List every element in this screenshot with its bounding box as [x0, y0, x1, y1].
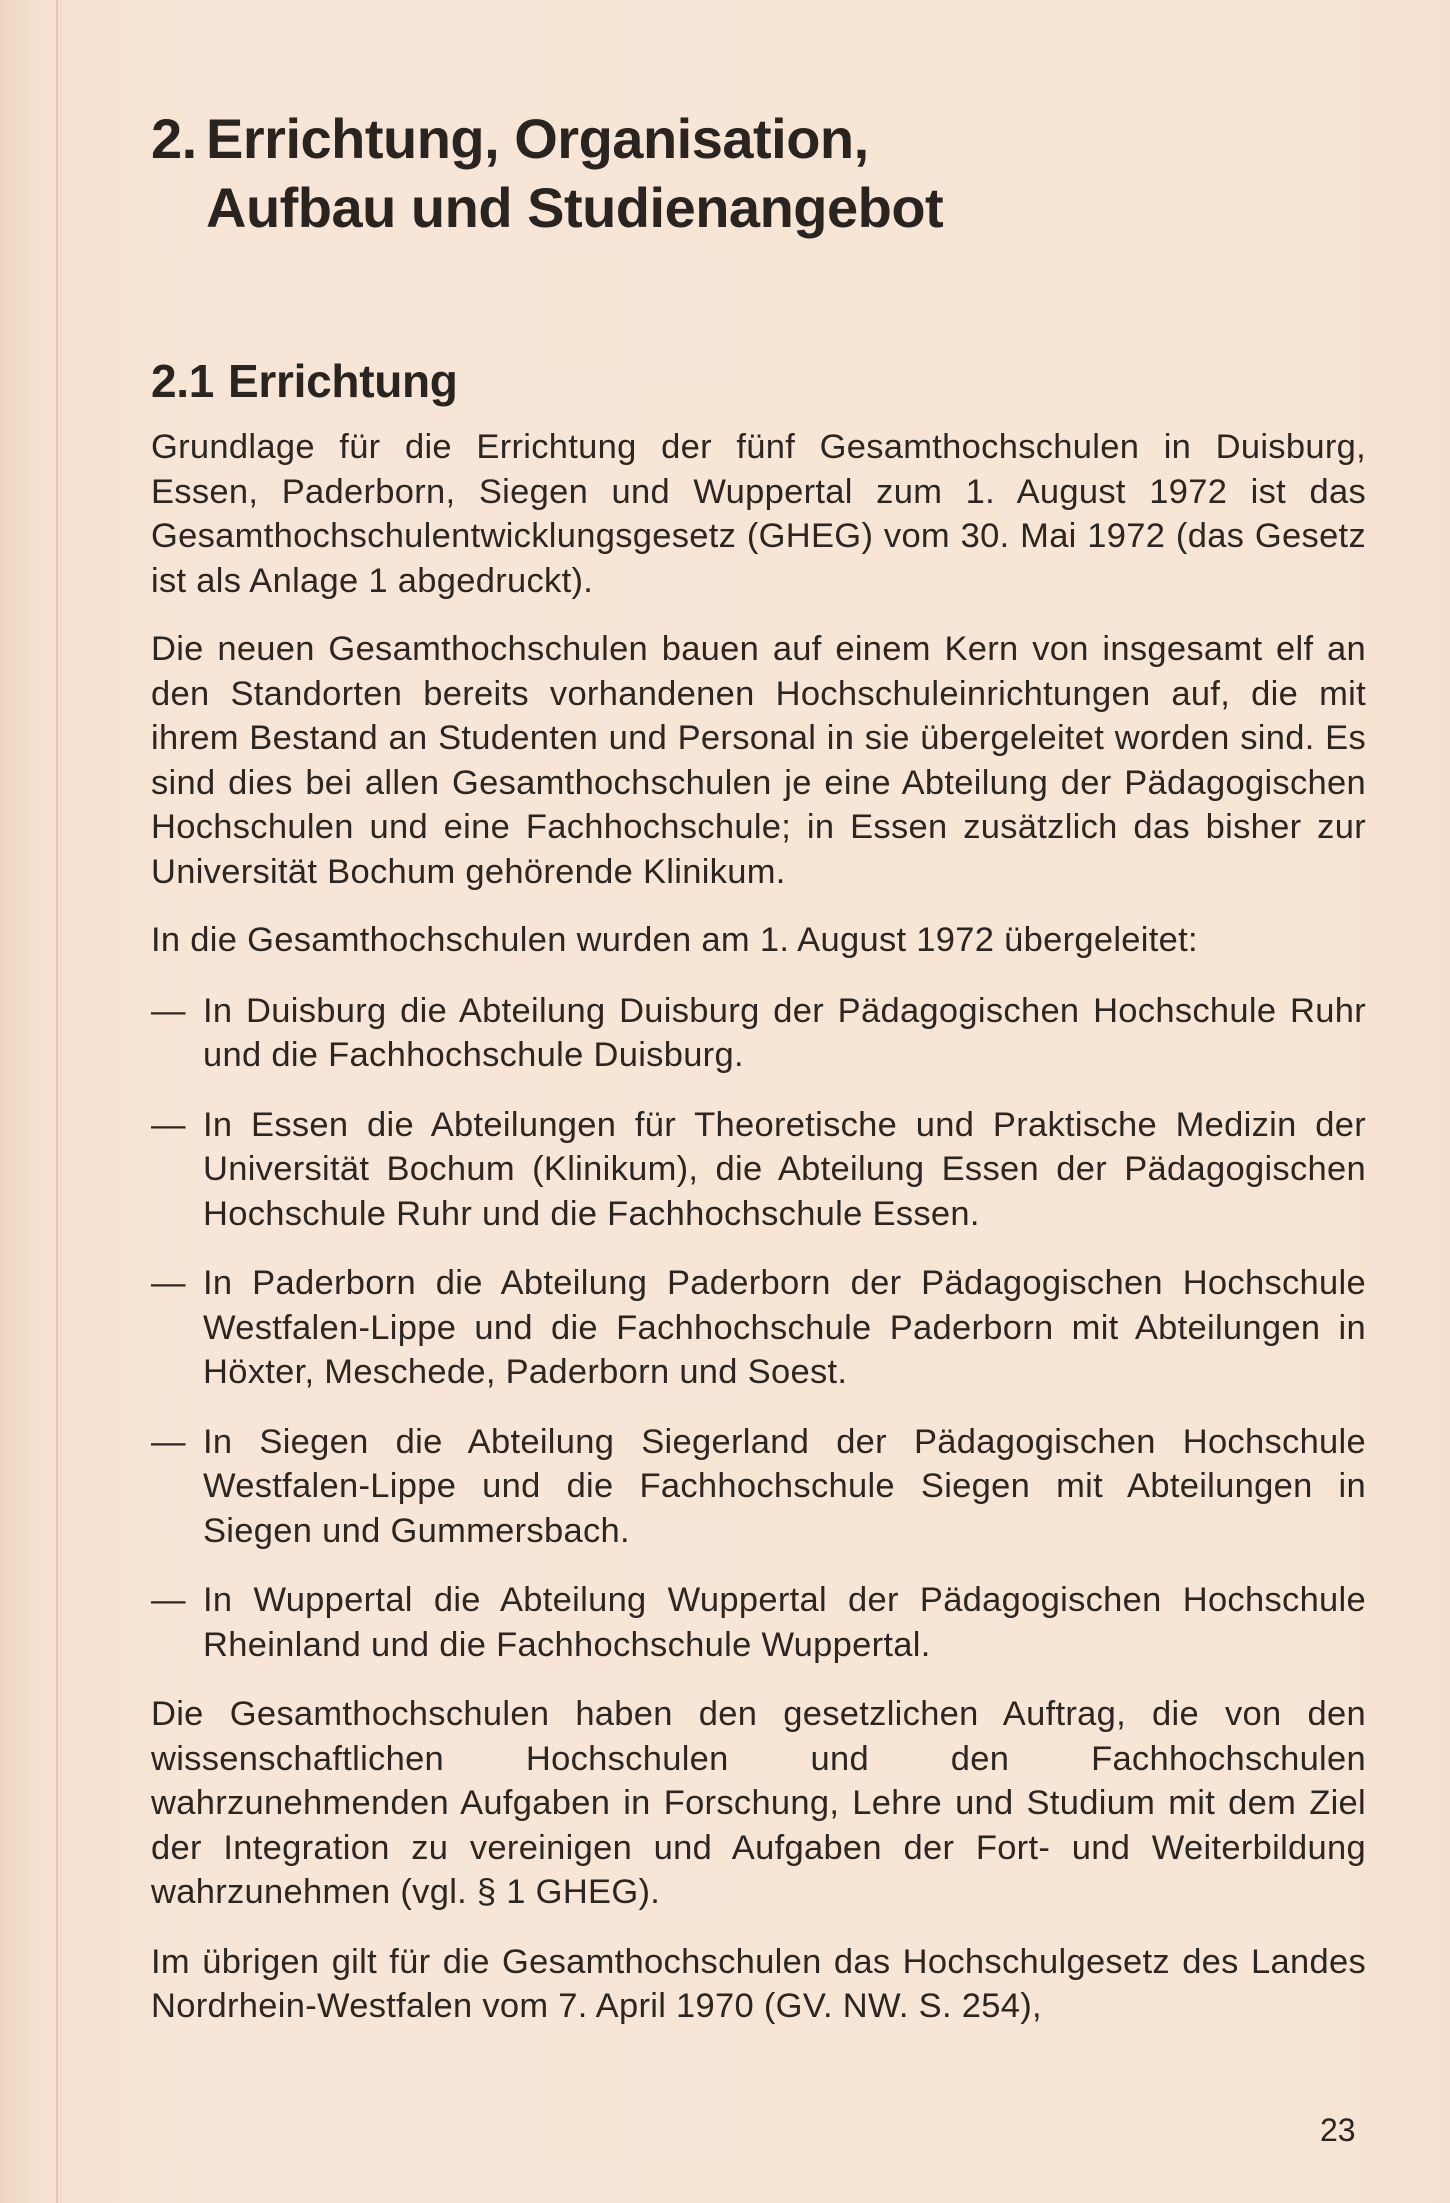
list-item-text: In Duisburg die Abteilung Duisburg der Pädagogischen Hochschule Ruhr und die Fachhochschule Duisburg. — [203, 991, 1366, 1074]
paragraph-1: Grundlage für die Errichtung der fünf Gesamthochschulen in Duisburg, Essen, Paderborn, Siegen und Wuppertal zum 1. August 1972 ist das Gesamthochschulentwicklungsgesetz (GHEG) vom 30. Mai 1972 (das Gesetz ist als Anlage 1 abgedruckt). — [151, 428, 1366, 600]
list-item-text: In Paderborn die Abteilung Paderborn der Pädagogischen Hochschule Westfalen-Lippe und die Fachhochschule Paderborn mit Abteilungen in Höxter, Meschede, Paderborn und Soest. — [203, 1264, 1366, 1391]
section-number: 2.1 — [151, 355, 215, 407]
binding-gutter-edge — [60, 0, 61, 2203]
dash-bullet: — — [151, 1581, 186, 1619]
section-title: Errichtung — [228, 355, 458, 407]
dash-bullet: — — [151, 1422, 186, 1461]
binding-gutter — [56, 0, 58, 2203]
list-item-text: In Essen die Abteilungen für Theoretische und Praktische Medizin der Universität Bochum (Klinikum), die Abteilung Essen der Pädagogischen Hochschule Ruhr und die Fachhochschule Essen. — [203, 1105, 1366, 1233]
list-item — [151, 1103, 1366, 1237]
list-item — [151, 1261, 1366, 1395]
list-item — [151, 989, 1366, 1078]
list-item-text: In Siegen die Abteilung Siegerland der Pädagogischen Hochschule Westfalen-Lippe und die Fachhochschule Siegen mit Abteilungen in Siegen und Gummersbach. — [203, 1422, 1366, 1550]
page-number: 23 — [1320, 2112, 1356, 2148]
section-heading — [151, 353, 1366, 409]
page-content — [151, 104, 1366, 2029]
paragraph-2: Die neuen Gesamthochschulen bauen auf einem Kern von insgesamt elf an den Standorten bereits vorhandenen Hochschuleinrichtungen auf, die mit ihrem Bestand an Studenten und Personal in sie übergeleitet worden sind. Es sind dies bei allen Gesamthochschulen je eine Abteilung der Pädagogischen Hochschulen und eine Fachhochschule; in Essen zusätzlich das bisher zur Universität Bochum gehörende Klinikum. — [151, 630, 1366, 891]
paragraph-5: Im übrigen gilt für die Gesamthochschulen das Hochschulgesetz des Landes Nordrhein-Westfalen vom 7. April 1970 (GV. NW. S. 254), — [151, 1942, 1366, 2025]
chapter-title-line1: Errichtung, Organisation, — [206, 107, 869, 170]
dash-bullet: — — [151, 1105, 186, 1144]
list-item-text: In Wuppertal die Abteilung Wuppertal der Pädagogischen Hochschule Rheinland und die Fachhochschule Wuppertal. — [203, 1581, 1366, 1664]
paragraph-4: Die Gesamthochschulen haben den gesetzlichen Auftrag, die von den wissenschaftlichen Hochschulen und den Fachhochschulen wahrzunehmenden Aufgaben in Forschung, Lehre und Studium mit dem Ziel der Integration zu vereinigen und Aufgaben der Fort- und Weiterbildung wahrzunehmen (vgl. § 1 GHEG). — [151, 1695, 1366, 1911]
paragraph-3: In die Gesamthochschulen wurden am 1. August 1972 übergeleitet: — [151, 921, 1198, 959]
dash-bullet: — — [151, 1264, 186, 1302]
chapter-heading — [151, 104, 1366, 242]
chapter-number: 2. — [151, 107, 197, 170]
dash-bullet: — — [151, 991, 186, 1030]
list-item — [151, 1420, 1366, 1554]
chapter-title-line2: Aufbau und Studienangebot — [206, 176, 944, 239]
institution-list — [151, 989, 1366, 1668]
list-item — [151, 1578, 1366, 1667]
